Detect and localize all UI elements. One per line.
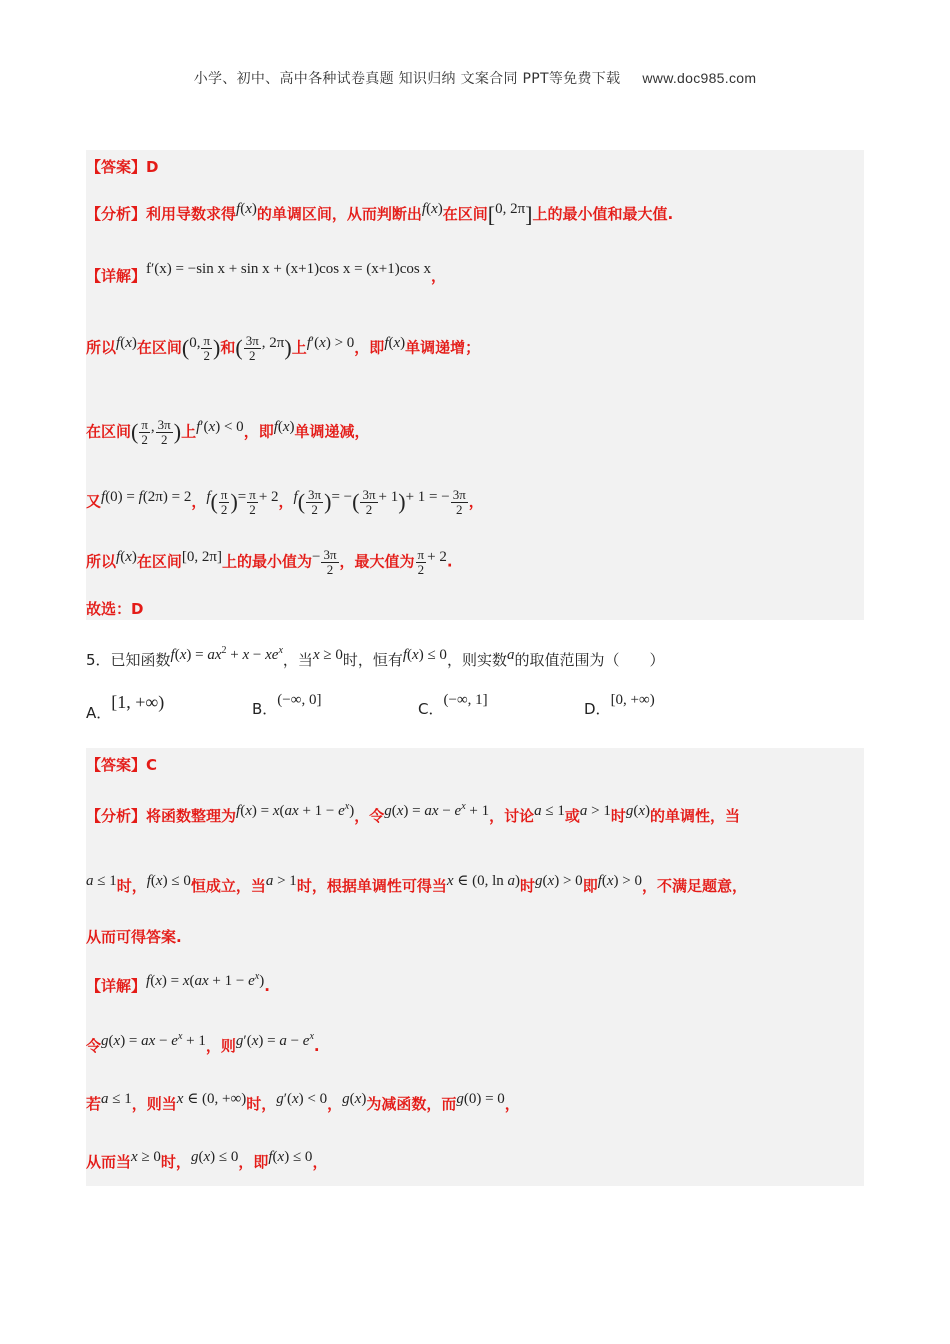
detail-line-2d: 从而当x ≥ 0时，g(x) ≤ 0，即f(x) ≤ 0， bbox=[86, 1149, 328, 1171]
detail-line-4: 又f(0) = f(2π) = 2，f( $\frac{\pi}{2}$ )= $\frac{\pi}{2}$ + 2，f( $\frac{3\pi}{2}$ )= −( $\frac{3\pi}{2}$ + 1)+ 1 = − $\frac{3\pi}{2}$ ， bbox=[86, 487, 484, 517]
analysis-line: 【分析】利用导数求得f(x)的单调区间，从而判断出f(x)在区间[0, 2π]上的最小值和最大值. bbox=[86, 201, 674, 227]
option-d[interactable]: D．[0, +∞) bbox=[584, 692, 655, 718]
option-a[interactable]: A．[1, +∞) bbox=[86, 692, 165, 722]
detail-line-2: 所以f(x)在区间(0, $\frac{\pi}{2}$ )和( $\frac{3\pi}{2}$ , 2π)上f′(x) > 0，即f(x)单调递增； bbox=[86, 333, 481, 363]
detail-line-2a: 【详解】$f(x) = x(ax + 1 - e^x)$. bbox=[86, 971, 270, 995]
header-text: 小学、初中、高中各种试卷真题 知识归纳 文案合同 PPT等免费下载 bbox=[193, 71, 621, 87]
detail-line-2c: 若a ≤ 1，则当x ∈ (0, +∞)时，g′(x) < 0，g(x)为减函数，而g(0) = 0， bbox=[86, 1091, 520, 1113]
page-header bbox=[0, 68, 950, 88]
detail-line-5: 所以f(x)在区间[0, 2π]上的最小值为− $\frac{3\pi}{2}$ ，最大值为 $\frac{\pi}{2}$ + 2. bbox=[86, 547, 453, 577]
analysis-line-2a: 【分析】将函数整理为$f(x) = x(ax + 1 - e^x)$，令g(x) = ax − $e^x + 1$，讨论a ≤ 1或a > 1时g(x)的单调性，当 bbox=[86, 801, 741, 825]
answer-line: 【答案】D bbox=[86, 158, 159, 176]
header-url: www.doc985.com bbox=[642, 70, 757, 86]
answer-line-2: 【答案】C bbox=[86, 756, 158, 774]
question-5: 5．已知函数$f(x) = ax^2 + x - xe^x$，当x ≥ 0时，恒有f(x) ≤ 0，则实数a的取值范围为（ ） bbox=[86, 645, 665, 669]
analysis-line-2b: a ≤ 1时，f(x) ≤ 0恒成立，当a > 1时，根据单调性可得当x ∈ (0, ln a)时g(x) > 0即f(x) > 0，不满足题意， bbox=[86, 873, 748, 895]
detail-line-2b: 令g(x) = ax − $e^x + 1$，则$g'(x) = a - e^x$. bbox=[86, 1031, 320, 1055]
option-c[interactable]: C．(−∞, 1] bbox=[418, 692, 488, 718]
detail-line-1: 【详解】f′(x) = −sin x + sin x + (x+1)cos x = (x+1)cos x， bbox=[86, 261, 446, 285]
option-b[interactable]: B．(−∞, 0] bbox=[252, 692, 322, 718]
detail-line-3: 在区间( $\frac{\pi}{2}$ , $\frac{3\pi}{2}$ )上f′(x) < 0，即f(x)单调递减， bbox=[86, 417, 370, 447]
choose-line: 故选：D bbox=[86, 600, 144, 618]
analysis-line-2c: 从而可得答案. bbox=[86, 928, 182, 946]
